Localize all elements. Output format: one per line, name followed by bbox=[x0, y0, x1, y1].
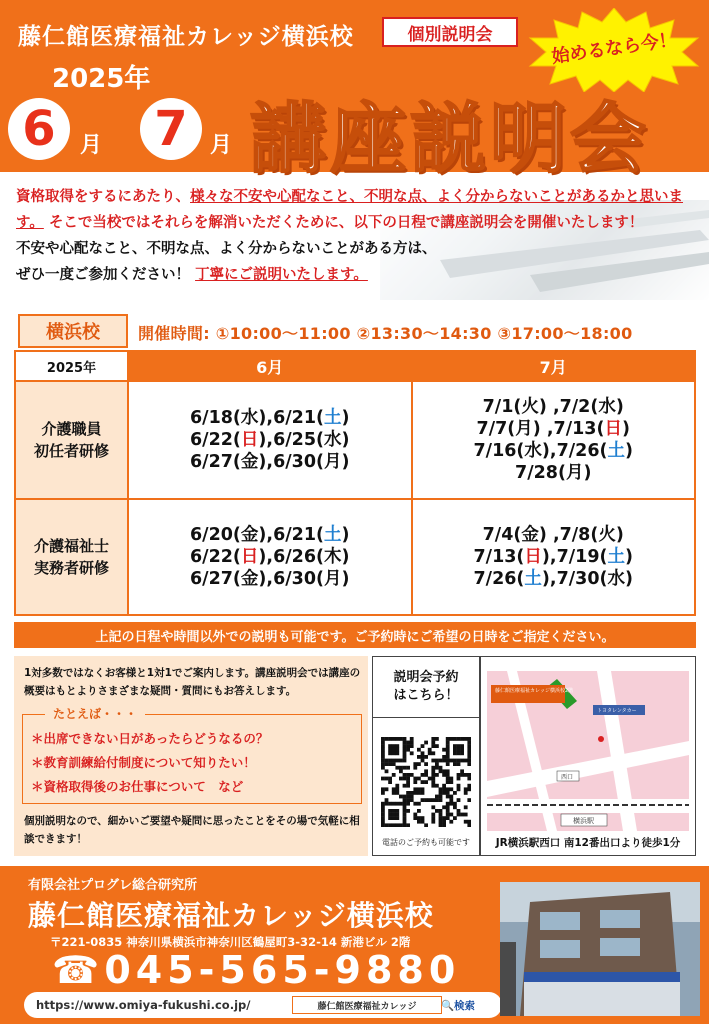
month-six-circle: 6 bbox=[8, 98, 70, 160]
company-name: 有限会社プログレ総合研究所 bbox=[28, 878, 198, 893]
intro-line3b: 丁寧にご説明いたします。 bbox=[195, 267, 368, 283]
course-name-line1: 介護職員 bbox=[41, 420, 102, 438]
intro-line3a: ぜひ一度ご参加ください！ bbox=[16, 267, 190, 283]
info-box bbox=[14, 656, 368, 856]
info-paragraph-2: 個別説明なので、細かいご要望や疑問に思ったことをその場で気軽に相談できます！ bbox=[24, 815, 360, 845]
schedule-table bbox=[14, 350, 696, 616]
date-line: 7/7(月) ,7/13(日) bbox=[476, 419, 630, 439]
session-hours: 開催時間: ①10:00～11:00 ②13:30～14:30 ③17:00～18:00 bbox=[138, 324, 633, 343]
date-line: 7/26(土),7/30(水) bbox=[473, 569, 633, 589]
header-banner bbox=[0, 0, 709, 183]
search-button-label: 検索 bbox=[454, 999, 476, 1012]
reservation-title bbox=[373, 669, 479, 705]
map-caption: JR横浜駅西口 南12番出口より徒歩1分 bbox=[495, 837, 681, 849]
qr-code-icon[interactable] bbox=[381, 737, 471, 827]
intro-line1b: 様々な不安や心配なこと、不明な点、よく分からないことがあるかと思います。 bbox=[16, 189, 683, 231]
reservation-title-line2: はこちら！ bbox=[393, 688, 459, 703]
campus-tag: 横浜校 bbox=[18, 314, 128, 348]
date-line: 6/27(金),6/30(月) bbox=[190, 569, 350, 589]
access-map-box bbox=[480, 656, 696, 856]
address: 〒221-0835 神奈川県横浜市神奈川区鶴屋町3-32-14 新港ビル 2階 bbox=[50, 935, 411, 949]
search-input[interactable]: 藤仁館医療福祉カレッジ bbox=[292, 996, 442, 1014]
individual-session-tag: 個別説明会 bbox=[382, 17, 518, 47]
map-label-school: 藤仁館医療福祉カレッジ横浜校2階 bbox=[495, 688, 574, 694]
date-line: 6/27(金),6/30(月) bbox=[190, 452, 350, 472]
table-july-header: 7月 bbox=[412, 351, 696, 381]
example-item: ＊教育訓練給付制度について知りたい！ bbox=[31, 755, 256, 770]
month-suffix-1: 月 bbox=[80, 133, 103, 158]
location-pin-icon bbox=[598, 736, 604, 742]
july-dates bbox=[412, 499, 696, 615]
url-bar bbox=[24, 992, 502, 1018]
burst-text: 始めるなら今！ bbox=[550, 29, 679, 68]
map-label-station: 横浜駅 bbox=[573, 817, 594, 825]
footer-school-name: 藤仁館医療福祉カレッジ横浜校 bbox=[28, 899, 434, 932]
june-dates bbox=[128, 499, 412, 615]
reservation-title-line1: 説明会予約 bbox=[393, 670, 459, 685]
example-item: ＊出席できない日があったらどうなるの？ bbox=[31, 731, 269, 746]
intro-line1c: そこで当校ではそれらを解消いただくために、以下の日程で講座説明会を開催いたします！ bbox=[48, 215, 644, 231]
table-row bbox=[15, 381, 695, 499]
date-line: 6/20(金),6/21(土) bbox=[190, 525, 350, 545]
example-item: ＊資格取得後のお仕事について など bbox=[31, 779, 244, 794]
date-line: 7/13(日),7/19(土) bbox=[473, 547, 633, 567]
year-label: 2025年 bbox=[52, 64, 151, 94]
table-year-header: 2025年 bbox=[15, 351, 128, 381]
course-label bbox=[15, 499, 128, 615]
main-title: 講座説明会 bbox=[250, 94, 650, 183]
phone-icon: ☎ bbox=[52, 948, 105, 992]
examples-box bbox=[22, 707, 362, 804]
june-dates bbox=[128, 381, 412, 499]
phone-number-text: 045-565-9880 bbox=[104, 948, 461, 992]
access-map[interactable] bbox=[487, 671, 689, 831]
course-name-line2: 実務者研修 bbox=[33, 559, 109, 577]
date-line: 6/18(水),6/21(土) bbox=[190, 408, 350, 428]
table-row bbox=[15, 499, 695, 615]
reservation-box bbox=[372, 656, 480, 856]
date-line: 7/4(金) ,7/8(火) bbox=[482, 525, 624, 545]
reservation-divider bbox=[373, 717, 479, 718]
date-line: 6/22(日),6/26(木) bbox=[190, 547, 350, 567]
date-line: 7/16(水),7/26(土) bbox=[473, 441, 633, 461]
month-suffix-2: 月 bbox=[210, 133, 233, 158]
search-icon: 🔍 bbox=[440, 999, 455, 1012]
building-photo bbox=[500, 882, 700, 1016]
school-name-top: 藤仁館医療福祉カレッジ横浜校 bbox=[18, 24, 354, 50]
intro-line1a: 資格取得をするにあたり、 bbox=[16, 189, 190, 205]
intro-text bbox=[16, 184, 696, 288]
intro-line2: 不安や心配なこと、不明な点、よく分からないことがある方は、 bbox=[16, 241, 437, 257]
table-june-header: 6月 bbox=[128, 351, 412, 381]
course-label bbox=[15, 381, 128, 499]
course-name-line1: 介護福祉士 bbox=[33, 537, 109, 555]
phone-number[interactable] bbox=[52, 948, 460, 992]
month-seven-circle: 7 bbox=[140, 98, 202, 160]
july-dates bbox=[412, 381, 696, 499]
map-label-exit: 西口 bbox=[561, 774, 574, 781]
course-name-line2: 初任者研修 bbox=[33, 442, 109, 460]
website-link[interactable]: https://www.omiya-fukushi.co.jp/ bbox=[36, 998, 251, 1012]
date-line: 7/1(火) ,7/2(水) bbox=[482, 397, 624, 417]
phone-reservation-note: 電話のご予約も可能です bbox=[382, 838, 470, 847]
date-line: 7/28(月) bbox=[515, 463, 592, 483]
date-line: 6/22(日),6/25(水) bbox=[190, 430, 350, 450]
examples-title: たとえば・・・ bbox=[45, 705, 145, 722]
info-paragraph-1: 1対多数ではなくお客様と1対1でご案内します。講座説明会では講座の概要はもとよりさまざまな疑問・質問にもお答えします。 bbox=[24, 667, 361, 697]
map-label-rental: トヨタレンタカー bbox=[597, 708, 637, 714]
schedule-notice: 上記の日程や時間以外での説明も可能です。ご予約時にご希望の日時をご指定ください。 bbox=[14, 622, 696, 648]
search-button[interactable] bbox=[420, 996, 496, 1014]
